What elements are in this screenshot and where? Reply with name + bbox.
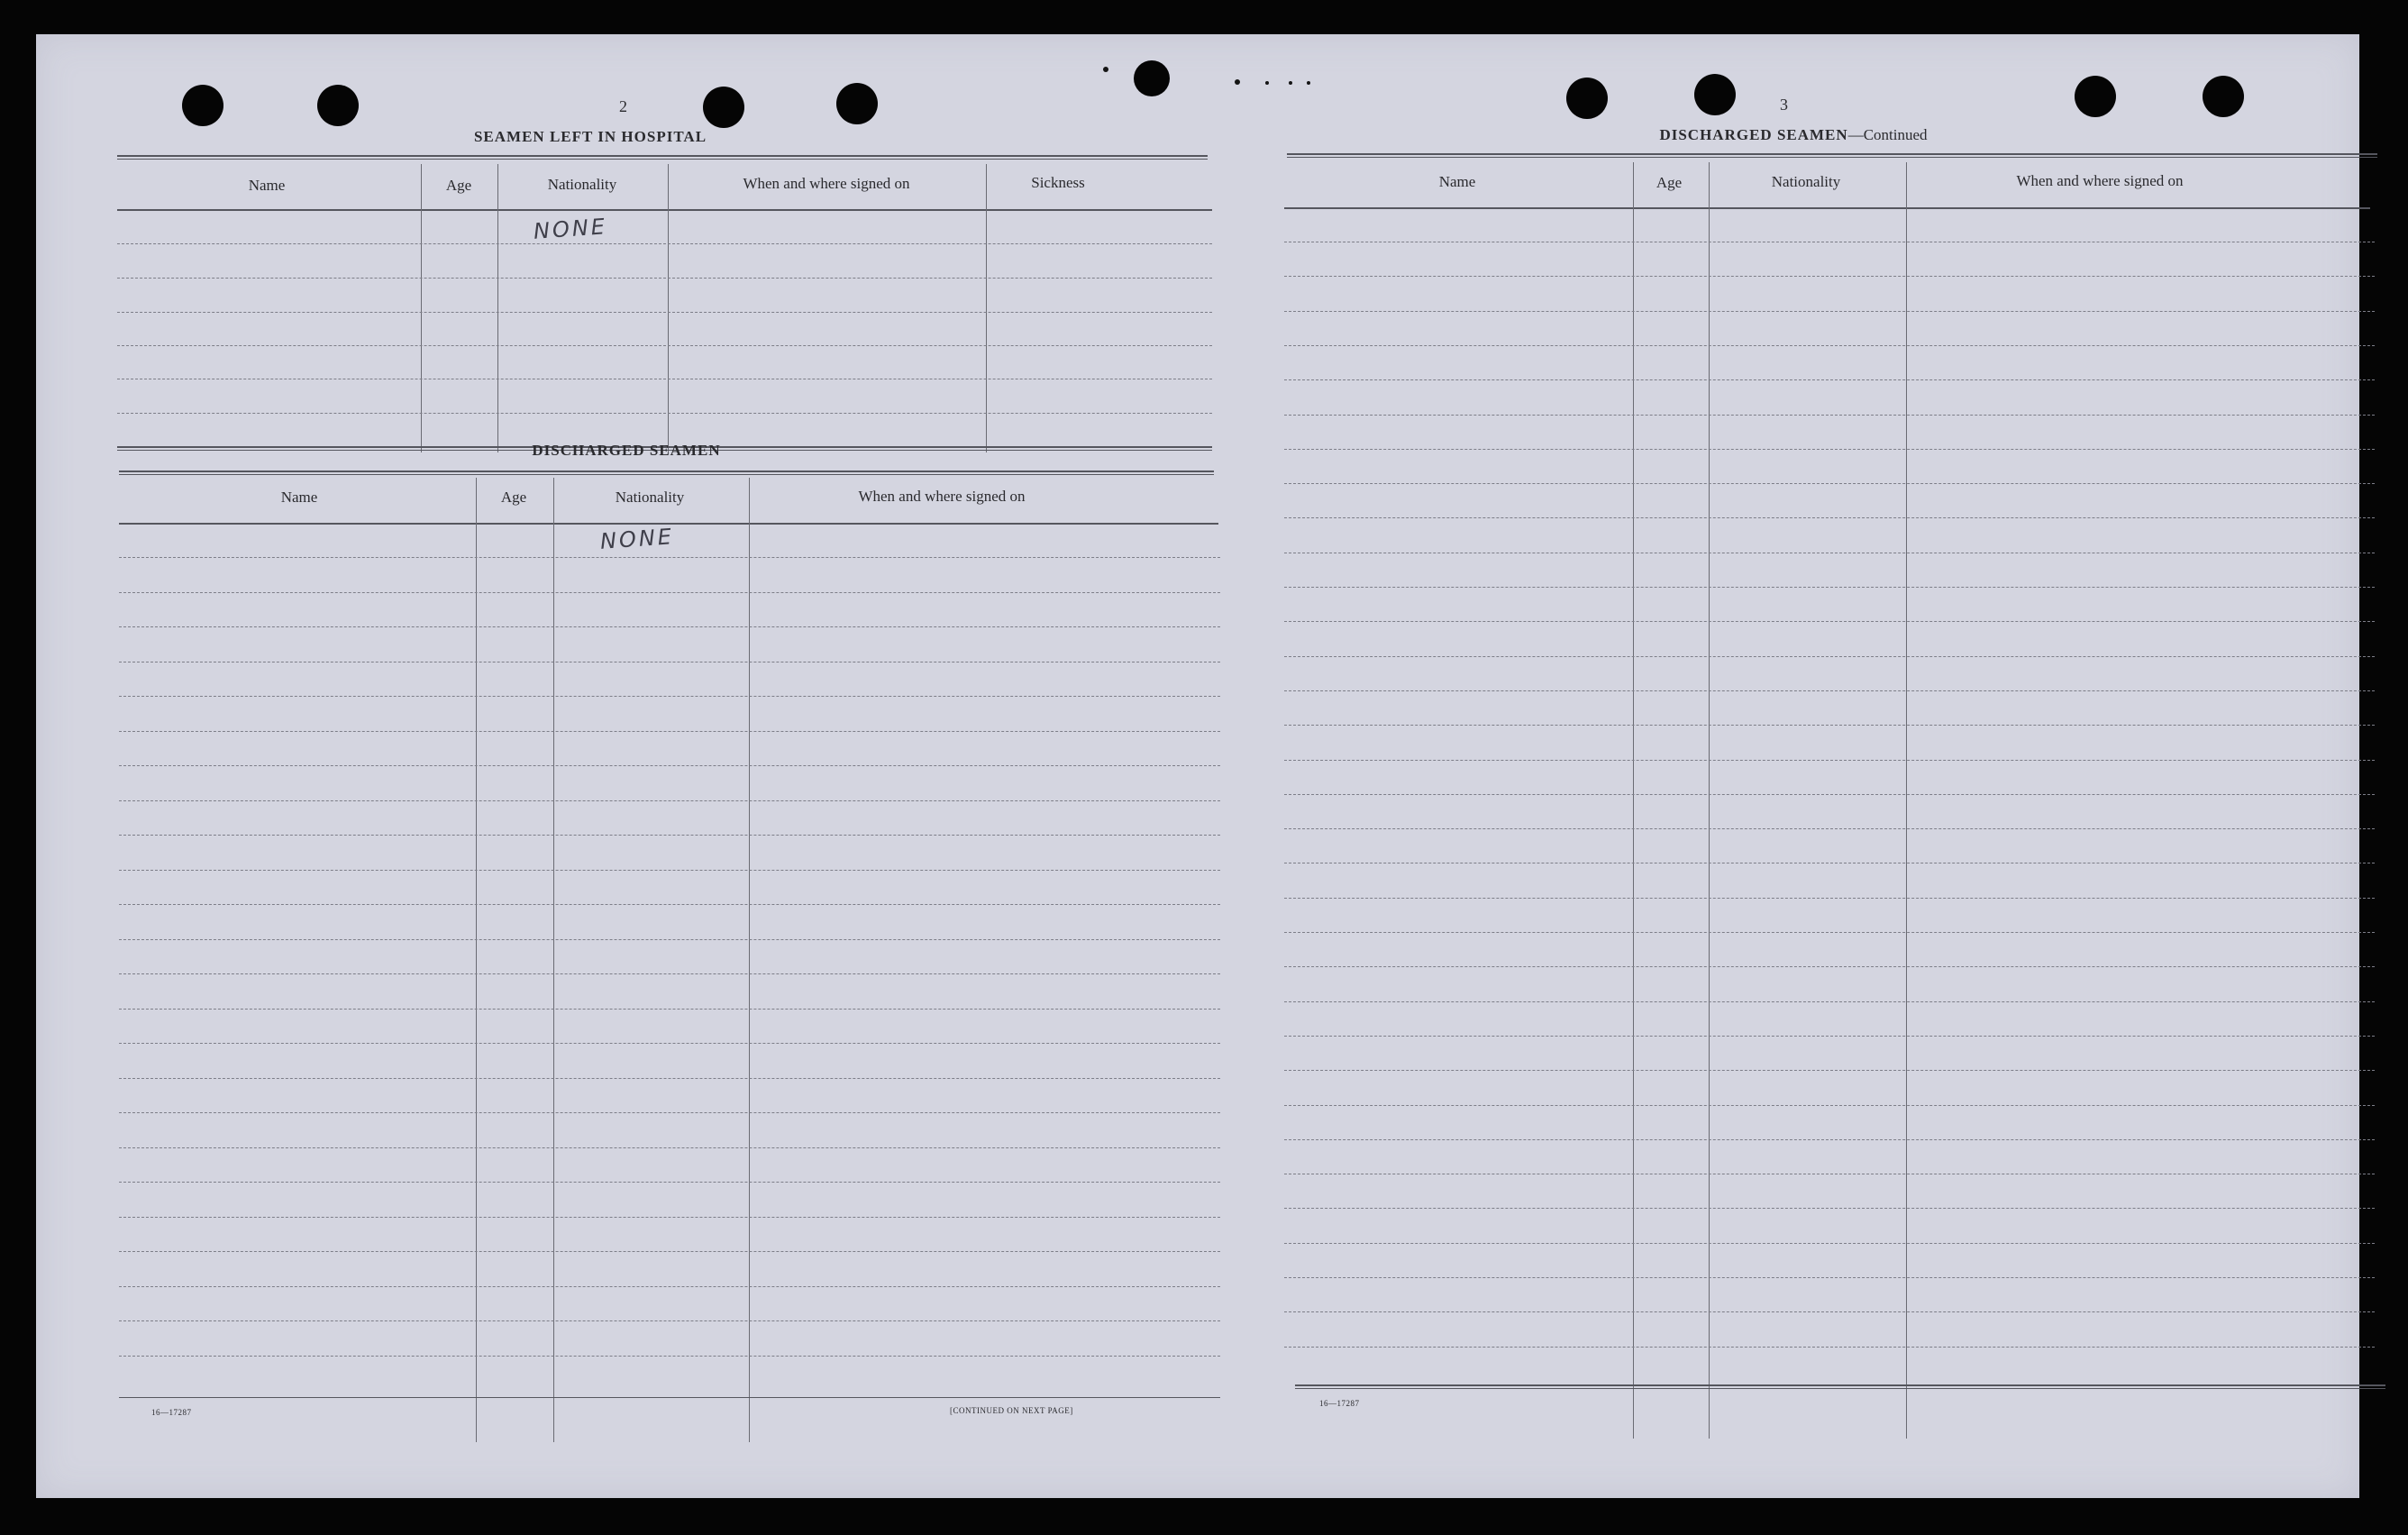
entry-line (1284, 1139, 2375, 1140)
entry-line (117, 345, 1212, 346)
entry-line (1284, 1243, 2375, 1244)
entry-line (117, 312, 1212, 313)
table-bottom-border (1295, 1384, 2385, 1389)
entry-line (1284, 690, 2375, 691)
column-header-sickness: Sickness (1031, 174, 1085, 191)
column-header-name: Name (280, 489, 318, 506)
column-header-name: Name (1438, 173, 1476, 190)
table-top-border (1287, 153, 2377, 158)
entry-line (117, 243, 1212, 244)
entry-line (119, 1147, 1220, 1148)
column-divider (553, 478, 554, 1442)
column-header-nationality: Nationality (547, 176, 617, 193)
punch-hole (317, 85, 359, 126)
entry-line (1284, 483, 2375, 484)
entry-line (119, 626, 1220, 627)
header-divider (117, 209, 1212, 211)
punch-hole (1134, 60, 1170, 96)
column-header-signed-on: When and where signed on (743, 175, 910, 192)
entry-line (119, 592, 1220, 593)
entry-line (119, 939, 1220, 940)
entry-line (117, 413, 1212, 414)
column-header-age: Age (445, 177, 472, 194)
entry-line (1284, 1070, 2375, 1071)
entry-line (1284, 311, 2375, 312)
entry-line (1284, 1347, 2375, 1348)
column-divider (749, 478, 750, 1442)
table-bottom-border (119, 1397, 1220, 1398)
entry-line (119, 696, 1220, 697)
entry-line (1284, 760, 2375, 761)
entry-line (1284, 1208, 2375, 1209)
entry-line (119, 973, 1220, 974)
column-header-name: Name (248, 177, 286, 194)
entry-line (119, 1251, 1220, 1252)
perforation-dot (1289, 81, 1292, 85)
column-divider (986, 164, 987, 452)
form-number: 16—17287 (151, 1408, 192, 1417)
column-divider (1709, 162, 1710, 1439)
entry-line (119, 1009, 1220, 1010)
column-divider (1906, 162, 1907, 1439)
page-number: 2 (619, 97, 627, 115)
discharged-section-title: DISCHARGED SEAMEN (532, 442, 721, 459)
entry-line (1284, 621, 2375, 622)
column-divider (421, 164, 422, 452)
entry-line (119, 1217, 1220, 1218)
punch-hole (836, 83, 878, 124)
entry-line (119, 1182, 1220, 1183)
entry-line (1284, 794, 2375, 795)
handwritten-entry: NONE (533, 214, 608, 244)
entry-line (1284, 345, 2375, 346)
entry-line (1284, 1001, 2375, 1002)
punch-hole (1566, 78, 1608, 119)
entry-line (119, 904, 1220, 905)
column-header-signed-on: When and where signed on (2016, 172, 2184, 189)
punch-hole (182, 85, 223, 126)
entry-line (119, 1112, 1220, 1113)
table-top-border (119, 471, 1214, 475)
title-suffix: —Continued (1847, 126, 1928, 143)
column-divider (1633, 162, 1634, 1439)
entry-line (1284, 828, 2375, 829)
entry-line (1284, 932, 2375, 933)
entry-line (119, 870, 1220, 871)
table-top-border (117, 155, 1208, 160)
entry-line (119, 1078, 1220, 1079)
hospital-section-title: SEAMEN LEFT IN HOSPITAL (473, 128, 707, 145)
entry-line (119, 765, 1220, 766)
discharged-continued-title (1568, 126, 2019, 144)
entry-line (1284, 1036, 2375, 1037)
column-header-nationality: Nationality (615, 489, 685, 506)
perforation-dot (1265, 81, 1269, 85)
punch-hole (2203, 76, 2244, 117)
column-header-age: Age (1656, 174, 1683, 191)
handwritten-entry: NONE (599, 524, 675, 554)
perforation-dot (1307, 81, 1310, 85)
entry-line (1284, 517, 2375, 518)
column-header-age: Age (500, 489, 527, 506)
column-header-nationality: Nationality (1771, 173, 1841, 190)
title-main: DISCHARGED SEAMEN (1659, 126, 1848, 143)
entry-line (119, 1356, 1220, 1357)
entry-line (119, 731, 1220, 732)
column-divider (668, 164, 669, 452)
entry-line (1284, 587, 2375, 588)
punch-hole (703, 87, 744, 128)
entry-line (1284, 898, 2375, 899)
punch-hole (2075, 76, 2116, 117)
entry-line (1284, 656, 2375, 657)
entry-line (1284, 449, 2375, 450)
punch-hole (1694, 74, 1736, 115)
entry-line (1284, 415, 2375, 416)
header-divider (1284, 207, 2370, 209)
form-number: 16—17287 (1319, 1399, 1360, 1408)
entry-line (119, 557, 1220, 558)
continued-note: [CONTINUED ON NEXT PAGE] (950, 1406, 1073, 1415)
entry-line (1284, 1277, 2375, 1278)
column-divider (497, 164, 498, 452)
entry-line (1284, 725, 2375, 726)
entry-line (1284, 1105, 2375, 1106)
entry-line (1284, 379, 2375, 380)
perforation-dot (1235, 79, 1240, 85)
entry-line (1284, 1311, 2375, 1312)
entry-line (1284, 966, 2375, 967)
manifest-sheet (36, 34, 2359, 1498)
entry-line (1284, 276, 2375, 277)
column-header-signed-on: When and where signed on (858, 488, 1026, 505)
entry-line (119, 1320, 1220, 1321)
perforation-dot (1103, 67, 1108, 72)
entry-line (119, 800, 1220, 801)
entry-line (119, 1043, 1220, 1044)
entry-line (119, 835, 1220, 836)
entry-line (117, 278, 1212, 279)
column-divider (476, 478, 477, 1442)
page-number: 3 (1780, 96, 1788, 114)
entry-line (119, 1286, 1220, 1287)
